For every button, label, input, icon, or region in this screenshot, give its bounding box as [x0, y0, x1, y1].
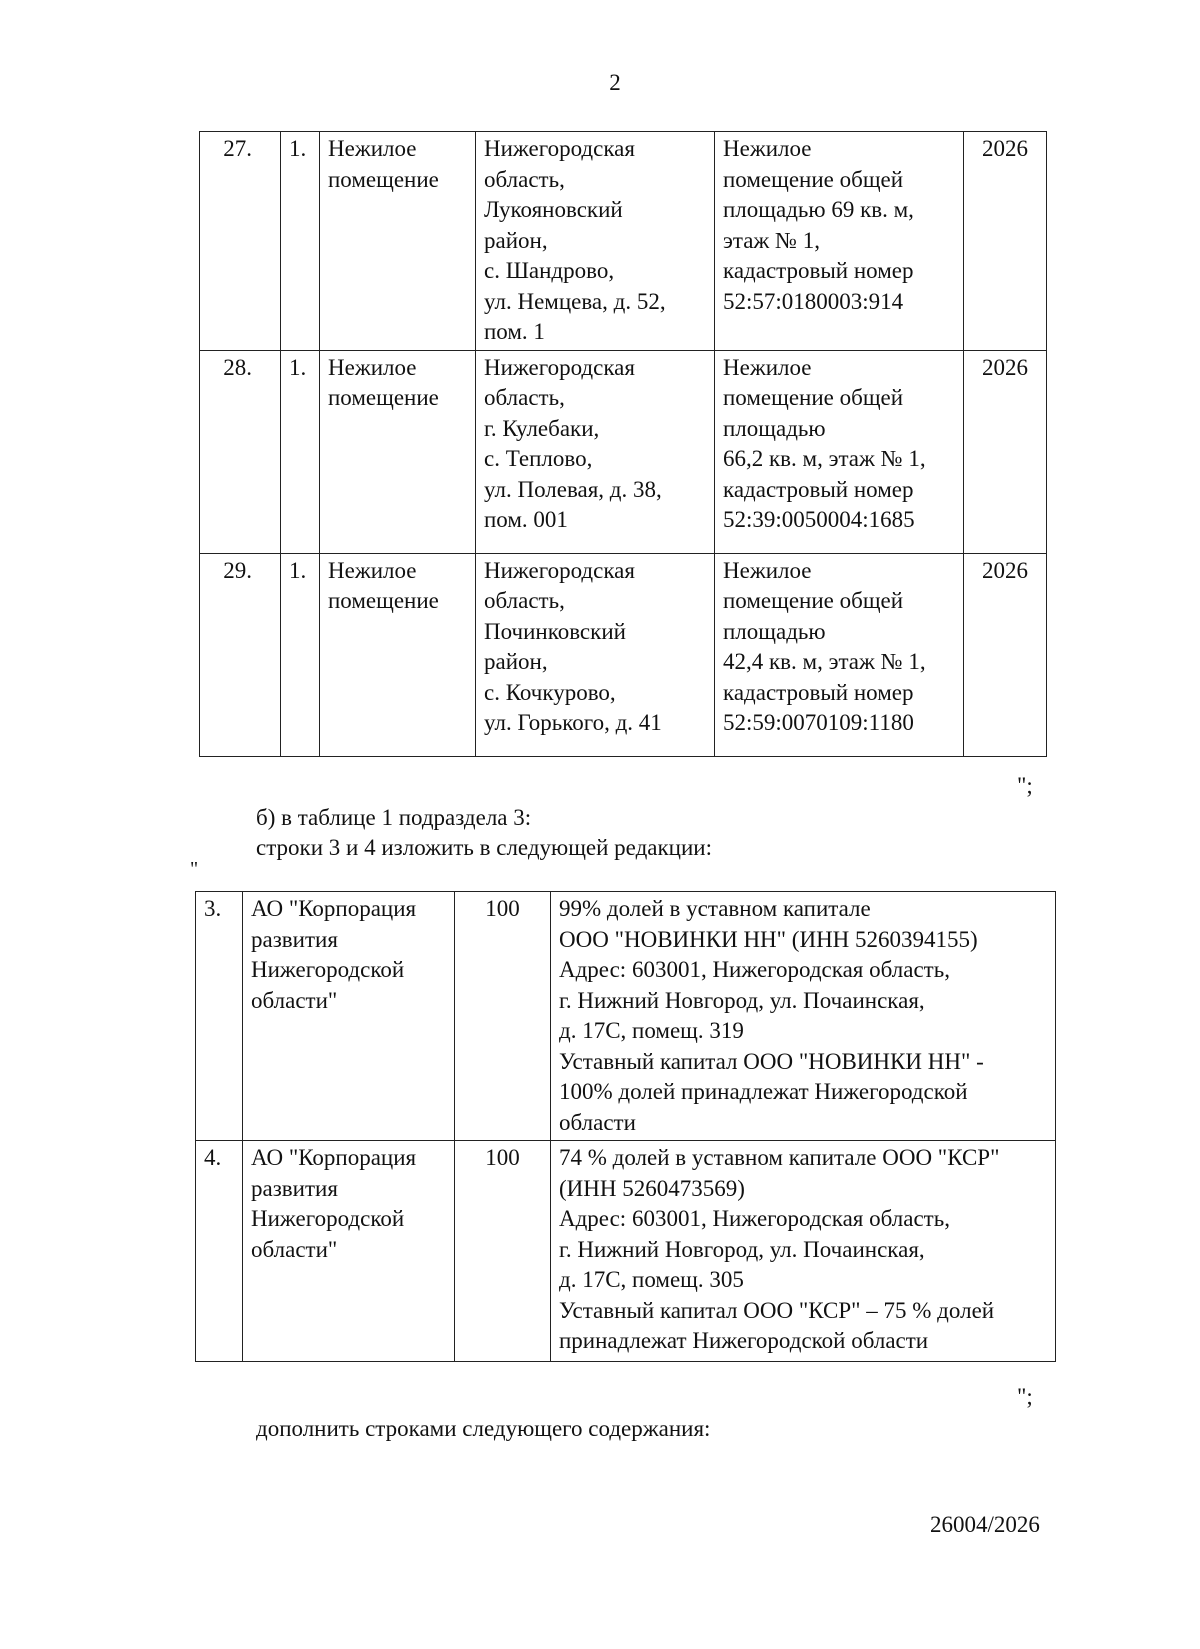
cell-line: Нежилое — [328, 557, 417, 583]
cell-line: помещение — [328, 588, 439, 613]
cell-line: помещение — [328, 166, 439, 192]
cell-line: площадью — [723, 415, 826, 441]
share-percent: 100 — [455, 1141, 551, 1362]
sub-number: 1. — [281, 350, 320, 553]
cell-line: пом. 001 — [484, 507, 568, 532]
property-address — [476, 553, 715, 756]
cell-line: Лукояновский — [484, 197, 623, 222]
cell-line: (ИНН 5260473569) — [559, 1175, 745, 1201]
page-number: 2 — [609, 70, 621, 95]
cell-line: области" — [251, 987, 338, 1013]
cell-line: 99% долей в уставном капитале — [559, 896, 871, 921]
paragraph-b-line1: б) в таблице 1 подраздела 3: — [256, 805, 532, 830]
cell-line: Уставный капитал ООО "НОВИНКИ НН" - — [559, 1048, 984, 1074]
cell-line: район, — [484, 227, 548, 253]
cell-line: 52:39:0050004:1685 — [723, 507, 915, 532]
year: 2026 — [964, 553, 1047, 756]
cell-line: с. Теплово, — [484, 446, 593, 471]
cell-line: ул. Полевая, д. 38, — [484, 476, 662, 502]
cell-line: ул. Немцева, д. 52, — [484, 288, 666, 314]
cell-line: Нежилое — [723, 557, 812, 583]
share-description — [551, 1141, 1056, 1362]
cell-line: области" — [251, 1236, 338, 1262]
cell-line: 52:59:0070109:1180 — [723, 710, 914, 735]
cell-line: этаж № 1, — [723, 227, 820, 253]
cell-line: 100% долей принадлежат Нижегородской — [559, 1079, 968, 1104]
property-table — [199, 131, 1047, 757]
property-description — [715, 132, 964, 351]
cell-line: Уставный капитал ООО "КСР" – 75 % долей — [559, 1297, 995, 1323]
table-row — [200, 132, 1047, 351]
shares-table — [195, 891, 1056, 1362]
year: 2026 — [964, 350, 1047, 553]
cell-line: помещение общей — [723, 385, 904, 410]
cell-line: Нижегородская — [484, 354, 635, 380]
cell-line: ул. Горького, д. 41 — [484, 710, 662, 735]
sub-number: 1. — [281, 553, 320, 756]
cell-line: кадастровый номер — [723, 679, 914, 705]
share-percent: 100 — [455, 892, 551, 1141]
organization — [243, 892, 455, 1141]
property-description — [715, 350, 964, 553]
cell-line: Починковский — [484, 618, 626, 644]
cell-line: г. Кулебаки, — [484, 415, 600, 441]
property-address — [476, 350, 715, 553]
cell-line: помещение общей — [723, 588, 904, 613]
cell-line: область, — [484, 385, 565, 410]
cell-line: Нежилое — [328, 354, 417, 380]
cell-line: г. Нижний Новгород, ул. Почаинская, — [559, 1236, 925, 1262]
table-row — [196, 892, 1056, 1141]
property-type — [320, 553, 476, 756]
cell-line: Нежилое — [723, 136, 812, 161]
cell-line: Адрес: 603001, Нижегородская область, — [559, 1206, 950, 1231]
document-code: 26004/2026 — [930, 1512, 1040, 1537]
cell-line: с. Шандрово, — [484, 258, 615, 283]
cell-line: г. Нижний Новгород, ул. Почаинская, — [559, 987, 925, 1013]
property-type — [320, 350, 476, 553]
cell-line: пом. 1 — [484, 319, 545, 344]
cell-line: область, — [484, 166, 565, 192]
cell-line: помещение — [328, 385, 439, 410]
table-row — [200, 350, 1047, 553]
table-row — [200, 553, 1047, 756]
sub-number: 1. — [281, 132, 320, 351]
cell-line: развития — [251, 926, 338, 952]
cell-line: область, — [484, 588, 565, 613]
row-number: 3. — [196, 892, 243, 1141]
cell-line: АО "Корпорация — [251, 1145, 417, 1170]
property-type — [320, 132, 476, 351]
cell-line: Нежилое — [328, 136, 417, 161]
paragraph-b-line2: строки 3 и 4 изложить в следующей редакции: — [256, 835, 712, 860]
cell-line: д. 17С, помещ. 319 — [559, 1018, 744, 1043]
opening-quote: " — [190, 858, 199, 880]
property-description — [715, 553, 964, 756]
share-description — [551, 892, 1056, 1141]
cell-line: ООО "НОВИНКИ НН" (ИНН 5260394155) — [559, 926, 978, 952]
table-row — [196, 1141, 1056, 1362]
cell-line: Нижегородской — [251, 1206, 405, 1231]
cell-line: помещение общей — [723, 166, 904, 192]
year: 2026 — [964, 132, 1047, 351]
cell-line: Нижегородской — [251, 957, 405, 982]
paragraph-c: дополнить строками следующего содержания: — [256, 1416, 711, 1441]
cell-line: кадастровый номер — [723, 258, 914, 283]
cell-line: области — [559, 1109, 636, 1135]
cell-line: развития — [251, 1175, 338, 1201]
row-number: 27. — [200, 132, 281, 351]
cell-line: площадью 69 кв. м, — [723, 197, 914, 222]
cell-line: 52:57:0180003:914 — [723, 288, 904, 314]
closing-quote-1: "; — [1017, 773, 1033, 798]
row-number: 29. — [200, 553, 281, 756]
cell-line: 42,4 кв. м, этаж № 1, — [723, 649, 926, 674]
cell-line: 66,2 кв. м, этаж № 1, — [723, 446, 926, 471]
cell-line: 74 % долей в уставном капитале ООО "КСР" — [559, 1145, 1000, 1170]
cell-line: д. 17С, помещ. 305 — [559, 1267, 744, 1292]
cell-line: с. Кочкурово, — [484, 679, 616, 705]
organization — [243, 1141, 455, 1362]
closing-quote-2: "; — [1017, 1384, 1033, 1409]
cell-line: кадастровый номер — [723, 476, 914, 502]
row-number: 28. — [200, 350, 281, 553]
cell-line: принадлежат Нижегородской области — [559, 1328, 929, 1353]
cell-line: Адрес: 603001, Нижегородская область, — [559, 957, 950, 982]
cell-line: Нижегородская — [484, 557, 635, 583]
cell-line: АО "Корпорация — [251, 896, 417, 921]
cell-line: район, — [484, 649, 548, 674]
cell-line: Нижегородская — [484, 136, 635, 161]
cell-line: площадью — [723, 618, 826, 644]
cell-line: Нежилое — [723, 354, 812, 380]
property-address — [476, 132, 715, 351]
row-number: 4. — [196, 1141, 243, 1362]
